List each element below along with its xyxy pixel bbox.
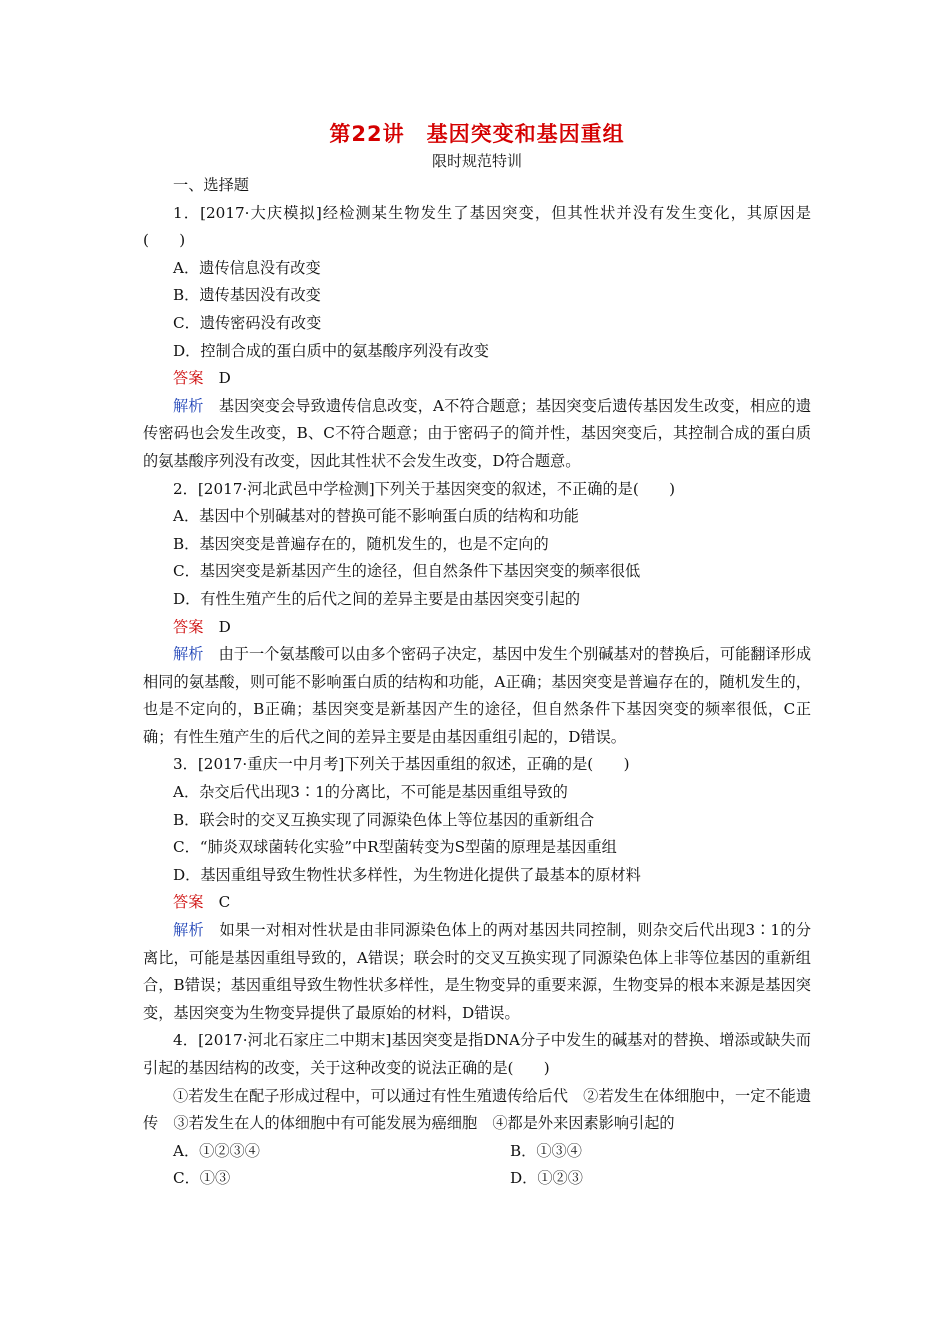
question-4-option-a: A．①②③④ [173, 1141, 260, 1160]
analysis-label: 解析 [173, 396, 204, 415]
answer-label: 答案 [173, 893, 204, 912]
question-1-stem: 1．[2017·大庆模拟]经检测某生物发生了基因突变，但其性状并没有发生变化，其原因是( ) [143, 203, 811, 250]
answer-value: C [218, 893, 231, 912]
question-1-answer [143, 365, 811, 393]
answer-value: D [218, 617, 231, 636]
question-4-options-row-2 [143, 1165, 811, 1193]
question-1-option-c: C．遗传密码没有改变 [173, 313, 322, 332]
question-3-analysis [143, 917, 811, 1027]
page-title: 第22讲 基因突变和基因重组 [329, 122, 625, 146]
question-1-option-a: A．遗传信息没有改变 [173, 258, 321, 277]
question-4-option-b: B．①③④ [510, 1141, 582, 1160]
question-3-option-d: D．基因重组导致生物性状多样性，为生物进化提供了最基本的原材料 [173, 865, 641, 884]
analysis-text: 由于一个氨基酸可以由多个密码子决定，基因中发生个别碱基对的替换后，可能翻译形成相同的氨基酸，则可能不影响蛋白质的结构和功能，A正确；基因突变是普遍存在的，随机发生的，也是不定向的，B正确；基因突变是新基因产生的途径，但自然条件下基因突变的频率很低，C正确；有性生殖产生的后代之间的差异主要是由基因重组引起的，D错误。 [143, 645, 812, 746]
answer-label: 答案 [173, 617, 204, 636]
analysis-text: 如果一对相对性状是由非同源染色体上的两对基因共同控制，则杂交后代出现3∶1的分离比，可能是基因重组导致的，A错误；联会时的交叉互换实现了同源染色体上非等位基因的重新组合，B错误；基因重组导致生物性状多样性，是生物变异的重要来源，生物变异的根本来源是基因突变，基因突变为生物变异提供了最原始的材料，D错误。 [143, 921, 812, 1022]
question-2-option-b: B．基因突变是普遍存在的，随机发生的，也是不定向的 [173, 534, 549, 553]
question-4-options-row-1 [143, 1138, 811, 1166]
page-subtitle: 限时规范特训 [431, 152, 522, 170]
question-3-option-c: C．“肺炎双球菌转化实验”中R型菌转变为S型菌的原理是基因重组 [173, 838, 617, 857]
analysis-label: 解析 [173, 921, 204, 940]
question-3-stem: 3．[2017·重庆一中月考]下列关于基因重组的叙述，正确的是( ) [173, 755, 630, 774]
question-4-statements: ①若发生在配子形成过程中，可以通过有性生殖遗传给后代 ②若发生在体细胞中，一定不能遗传 ③若发生在人的体细胞中有可能发展为癌细胞 ④都是外来因素影响引起的 [143, 1086, 811, 1133]
analysis-label: 解析 [173, 645, 204, 664]
question-3-option-b: B．联会时的交叉互换实现了同源染色体上等位基因的重新组合 [173, 810, 595, 829]
question-2-stem: 2．[2017·河北武邑中学检测]下列关于基因突变的叙述，不正确的是( ) [173, 479, 676, 498]
question-4-option-d: D．①②③ [510, 1169, 583, 1188]
question-1-option-d: D．控制合成的蛋白质中的氨基酸序列没有改变 [173, 341, 489, 360]
question-2-analysis [143, 641, 811, 751]
question-4-stem: 4．[2017·河北石家庄二中期末]基因突变是指DNA分子中发生的碱基对的替换、增添或缺失而引起的基因结构的改变，关于这种改变的说法正确的是( ) [143, 1031, 811, 1077]
question-2-option-d: D．有性生殖产生的后代之间的差异主要是由基因突变引起的 [173, 589, 581, 608]
answer-label: 答案 [173, 369, 204, 388]
analysis-text: 基因突变会导致遗传信息改变，A不符合题意；基因突变后遗传基因发生改变，相应的遗传密码也会发生改变，B、C不符合题意；由于密码子的简并性，基因突变后，其控制合成的蛋白质的氨基酸序列没有改变，因此其性状不会发生改变，D符合题意。 [143, 396, 812, 470]
answer-value: D [218, 369, 231, 388]
question-3-answer [143, 889, 811, 917]
question-1-analysis [143, 393, 811, 476]
question-2-answer [143, 614, 811, 642]
section-heading: 一、选择题 [173, 176, 249, 194]
question-2-option-a: A．基因中个别碱基对的替换可能不影响蛋白质的结构和功能 [173, 507, 579, 526]
question-1-option-b: B．遗传基因没有改变 [173, 286, 321, 305]
question-3-option-a: A．杂交后代出现3∶1的分离比，不可能是基因重组导致的 [173, 783, 568, 802]
document-page [143, 118, 811, 1193]
question-2-option-c: C．基因突变是新基因产生的途径，但自然条件下基因突变的频率很低 [173, 562, 641, 581]
question-4-option-c: C．①③ [173, 1169, 231, 1188]
